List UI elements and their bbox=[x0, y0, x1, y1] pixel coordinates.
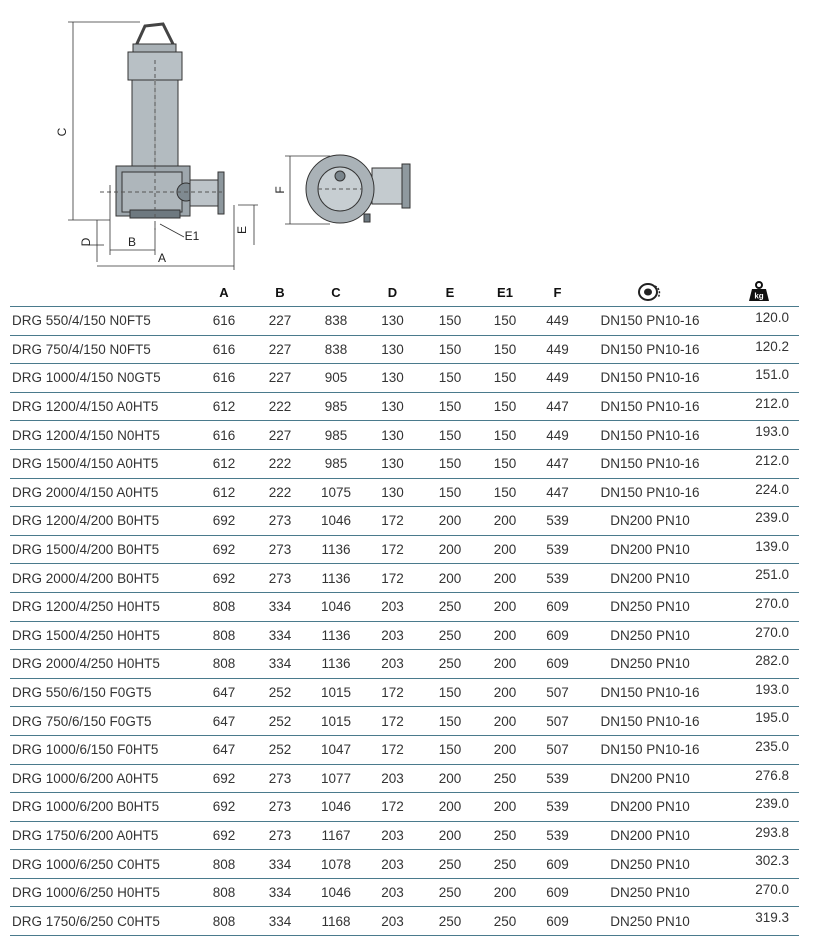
table-row bbox=[10, 449, 799, 478]
cell-f: 539 bbox=[534, 793, 581, 822]
cell-weight: 270.0 bbox=[719, 878, 799, 907]
cell-b: 227 bbox=[249, 307, 311, 336]
cell-e1: 200 bbox=[476, 793, 534, 822]
cell-a: 612 bbox=[199, 478, 249, 507]
cell-a: 647 bbox=[199, 678, 249, 707]
dimension-label-d: D bbox=[79, 237, 93, 247]
cell-a: 692 bbox=[199, 507, 249, 536]
cell-model: DRG 1000/6/200 A0HT5 bbox=[10, 764, 199, 793]
cell-e1: 200 bbox=[476, 735, 534, 764]
cell-f: 539 bbox=[534, 564, 581, 593]
table-row bbox=[10, 478, 799, 507]
cell-weight: 212.0 bbox=[719, 392, 799, 421]
cell-model: DRG 2000/4/250 H0HT5 bbox=[10, 650, 199, 679]
cell-flange: DN250 PN10 bbox=[581, 878, 719, 907]
cell-weight: 120.0 bbox=[719, 307, 799, 336]
cell-flange: DN150 PN10-16 bbox=[581, 364, 719, 393]
cell-a: 692 bbox=[199, 821, 249, 850]
pump-spec-table bbox=[10, 278, 799, 936]
cell-e1: 200 bbox=[476, 678, 534, 707]
cell-e1: 150 bbox=[476, 364, 534, 393]
cell-model: DRG 1200/4/200 B0HT5 bbox=[10, 507, 199, 536]
cell-weight: 282.0 bbox=[719, 650, 799, 679]
header-model bbox=[10, 278, 199, 307]
dimension-label-a: A bbox=[157, 251, 167, 265]
cell-f: 447 bbox=[534, 478, 581, 507]
cell-e1: 150 bbox=[476, 307, 534, 336]
cell-e1: 150 bbox=[476, 421, 534, 450]
cell-c: 1136 bbox=[311, 621, 361, 650]
cell-a: 808 bbox=[199, 621, 249, 650]
cell-d: 130 bbox=[361, 307, 424, 336]
cell-e: 150 bbox=[424, 335, 476, 364]
cell-flange: DN150 PN10-16 bbox=[581, 449, 719, 478]
cell-d: 203 bbox=[361, 592, 424, 621]
cell-a: 808 bbox=[199, 907, 249, 936]
cell-c: 1077 bbox=[311, 764, 361, 793]
cell-weight: 319.3 bbox=[719, 907, 799, 936]
header-c: C bbox=[331, 284, 341, 300]
cell-model: DRG 1500/4/150 A0HT5 bbox=[10, 449, 199, 478]
cell-d: 203 bbox=[361, 907, 424, 936]
table-row bbox=[10, 678, 799, 707]
cell-c: 1168 bbox=[311, 907, 361, 936]
cell-a: 616 bbox=[199, 307, 249, 336]
cell-weight: 120.2 bbox=[719, 335, 799, 364]
cell-model: DRG 2000/4/150 A0HT5 bbox=[10, 478, 199, 507]
cell-model: DRG 1000/6/200 B0HT5 bbox=[10, 793, 199, 822]
table-header-row bbox=[10, 278, 799, 307]
cell-c: 1136 bbox=[311, 535, 361, 564]
cell-d: 203 bbox=[361, 764, 424, 793]
pump-dimension-drawing bbox=[0, 0, 831, 278]
cell-b: 252 bbox=[249, 678, 311, 707]
cell-e: 150 bbox=[424, 678, 476, 707]
cell-c: 838 bbox=[311, 307, 361, 336]
cell-flange: DN200 PN10 bbox=[581, 535, 719, 564]
cell-weight: 251.0 bbox=[719, 564, 799, 593]
cell-e: 150 bbox=[424, 478, 476, 507]
table-row bbox=[10, 850, 799, 879]
cell-e1: 150 bbox=[476, 392, 534, 421]
table-row bbox=[10, 650, 799, 679]
cell-f: 539 bbox=[534, 507, 581, 536]
cell-a: 616 bbox=[199, 421, 249, 450]
cell-e1: 200 bbox=[476, 507, 534, 536]
cell-b: 227 bbox=[249, 421, 311, 450]
cell-b: 227 bbox=[249, 364, 311, 393]
cell-model: DRG 750/4/150 N0FT5 bbox=[10, 335, 199, 364]
cell-e1: 200 bbox=[476, 535, 534, 564]
cell-flange: DN200 PN10 bbox=[581, 564, 719, 593]
table-row bbox=[10, 421, 799, 450]
table-row bbox=[10, 592, 799, 621]
cell-b: 273 bbox=[249, 535, 311, 564]
cell-c: 985 bbox=[311, 449, 361, 478]
table-row bbox=[10, 335, 799, 364]
cell-weight: 302.3 bbox=[719, 850, 799, 879]
cell-b: 252 bbox=[249, 735, 311, 764]
cell-f: 447 bbox=[534, 392, 581, 421]
cell-d: 130 bbox=[361, 478, 424, 507]
cell-e: 200 bbox=[424, 535, 476, 564]
cell-flange: DN250 PN10 bbox=[581, 650, 719, 679]
cell-model: DRG 1200/4/250 H0HT5 bbox=[10, 592, 199, 621]
cell-model: DRG 1500/4/250 H0HT5 bbox=[10, 621, 199, 650]
cell-e: 200 bbox=[424, 507, 476, 536]
table-row bbox=[10, 793, 799, 822]
cell-e: 200 bbox=[424, 821, 476, 850]
cell-e: 200 bbox=[424, 564, 476, 593]
cell-model: DRG 550/4/150 N0FT5 bbox=[10, 307, 199, 336]
cell-e1: 150 bbox=[476, 478, 534, 507]
cell-model: DRG 550/6/150 F0GT5 bbox=[10, 678, 199, 707]
cell-c: 1047 bbox=[311, 735, 361, 764]
cell-weight: 239.0 bbox=[719, 507, 799, 536]
table-row bbox=[10, 364, 799, 393]
cell-d: 203 bbox=[361, 650, 424, 679]
cell-b: 334 bbox=[249, 907, 311, 936]
flange-icon bbox=[581, 278, 719, 307]
cell-e: 250 bbox=[424, 650, 476, 679]
cell-model: DRG 1750/6/200 A0HT5 bbox=[10, 821, 199, 850]
cell-flange: DN150 PN10-16 bbox=[581, 307, 719, 336]
cell-e: 150 bbox=[424, 707, 476, 736]
table-row bbox=[10, 307, 799, 336]
cell-e1: 200 bbox=[476, 650, 534, 679]
table-row bbox=[10, 735, 799, 764]
cell-f: 609 bbox=[534, 592, 581, 621]
cell-c: 1046 bbox=[311, 878, 361, 907]
cell-a: 692 bbox=[199, 564, 249, 593]
cell-e1: 200 bbox=[476, 592, 534, 621]
cell-e1: 200 bbox=[476, 564, 534, 593]
cell-flange: DN150 PN10-16 bbox=[581, 392, 719, 421]
cell-flange: DN200 PN10 bbox=[581, 507, 719, 536]
cell-f: 447 bbox=[534, 449, 581, 478]
cell-a: 808 bbox=[199, 850, 249, 879]
cell-d: 130 bbox=[361, 421, 424, 450]
cell-d: 172 bbox=[361, 735, 424, 764]
cell-weight: 270.0 bbox=[719, 621, 799, 650]
cell-b: 334 bbox=[249, 878, 311, 907]
cell-weight: 239.0 bbox=[719, 793, 799, 822]
cell-e1: 200 bbox=[476, 707, 534, 736]
cell-weight: 193.0 bbox=[719, 421, 799, 450]
cell-d: 130 bbox=[361, 335, 424, 364]
cell-f: 449 bbox=[534, 335, 581, 364]
cell-flange: DN150 PN10-16 bbox=[581, 735, 719, 764]
cell-flange: DN200 PN10 bbox=[581, 821, 719, 850]
cell-model: DRG 2000/4/200 B0HT5 bbox=[10, 564, 199, 593]
cell-c: 1078 bbox=[311, 850, 361, 879]
cell-flange: DN200 PN10 bbox=[581, 764, 719, 793]
cell-flange: DN200 PN10 bbox=[581, 793, 719, 822]
cell-model: DRG 1000/6/150 F0HT5 bbox=[10, 735, 199, 764]
cell-weight: 293.8 bbox=[719, 821, 799, 850]
cell-e: 250 bbox=[424, 878, 476, 907]
cell-b: 273 bbox=[249, 793, 311, 822]
cell-d: 172 bbox=[361, 564, 424, 593]
cell-model: DRG 1200/4/150 N0HT5 bbox=[10, 421, 199, 450]
cell-e: 150 bbox=[424, 449, 476, 478]
cell-f: 609 bbox=[534, 907, 581, 936]
cell-b: 334 bbox=[249, 850, 311, 879]
cell-c: 838 bbox=[311, 335, 361, 364]
cell-flange: DN250 PN10 bbox=[581, 850, 719, 879]
cell-c: 905 bbox=[311, 364, 361, 393]
header-d: D bbox=[387, 284, 398, 300]
cell-weight: 276.8 bbox=[719, 764, 799, 793]
cell-model: DRG 1500/4/200 B0HT5 bbox=[10, 535, 199, 564]
cell-weight: 195.0 bbox=[719, 707, 799, 736]
header-f: F bbox=[553, 284, 562, 300]
cell-c: 1015 bbox=[311, 707, 361, 736]
cell-b: 222 bbox=[249, 449, 311, 478]
cell-e: 250 bbox=[424, 621, 476, 650]
header-e1: E1 bbox=[497, 284, 513, 300]
cell-c: 1046 bbox=[311, 793, 361, 822]
header-a: A bbox=[219, 284, 229, 300]
cell-c: 1136 bbox=[311, 650, 361, 679]
cell-c: 1046 bbox=[311, 507, 361, 536]
cell-model: DRG 1200/4/150 A0HT5 bbox=[10, 392, 199, 421]
cell-weight: 235.0 bbox=[719, 735, 799, 764]
cell-c: 985 bbox=[311, 392, 361, 421]
cell-e1: 250 bbox=[476, 850, 534, 879]
cell-b: 334 bbox=[249, 621, 311, 650]
cell-f: 609 bbox=[534, 878, 581, 907]
cell-model: DRG 1000/4/150 N0GT5 bbox=[10, 364, 199, 393]
cell-d: 172 bbox=[361, 707, 424, 736]
cell-d: 172 bbox=[361, 535, 424, 564]
cell-d: 130 bbox=[361, 449, 424, 478]
cell-flange: DN250 PN10 bbox=[581, 592, 719, 621]
table-row bbox=[10, 907, 799, 936]
cell-c: 1167 bbox=[311, 821, 361, 850]
cell-a: 808 bbox=[199, 878, 249, 907]
cell-f: 609 bbox=[534, 850, 581, 879]
cell-e: 150 bbox=[424, 735, 476, 764]
cell-e: 150 bbox=[424, 307, 476, 336]
cell-b: 334 bbox=[249, 650, 311, 679]
weight-kg-icon bbox=[719, 278, 799, 307]
cell-flange: DN250 PN10 bbox=[581, 907, 719, 936]
table-row bbox=[10, 821, 799, 850]
cell-c: 1015 bbox=[311, 678, 361, 707]
cell-e1: 150 bbox=[476, 335, 534, 364]
table-row bbox=[10, 564, 799, 593]
dimension-label-b: B bbox=[127, 235, 137, 249]
cell-e1: 250 bbox=[476, 821, 534, 850]
cell-d: 203 bbox=[361, 878, 424, 907]
cell-a: 647 bbox=[199, 707, 249, 736]
cell-weight: 270.0 bbox=[719, 592, 799, 621]
cell-a: 692 bbox=[199, 793, 249, 822]
cell-e: 200 bbox=[424, 793, 476, 822]
cell-weight: 151.0 bbox=[719, 364, 799, 393]
cell-b: 273 bbox=[249, 821, 311, 850]
table-row bbox=[10, 507, 799, 536]
cell-e: 200 bbox=[424, 764, 476, 793]
cell-a: 692 bbox=[199, 535, 249, 564]
cell-f: 449 bbox=[534, 364, 581, 393]
table-row bbox=[10, 621, 799, 650]
cell-weight: 139.0 bbox=[719, 535, 799, 564]
cell-a: 612 bbox=[199, 392, 249, 421]
cell-a: 808 bbox=[199, 592, 249, 621]
cell-model: DRG 1000/6/250 H0HT5 bbox=[10, 878, 199, 907]
cell-d: 203 bbox=[361, 621, 424, 650]
cell-f: 449 bbox=[534, 421, 581, 450]
cell-flange: DN150 PN10-16 bbox=[581, 421, 719, 450]
cell-e: 250 bbox=[424, 850, 476, 879]
cell-weight: 224.0 bbox=[719, 478, 799, 507]
cell-f: 539 bbox=[534, 821, 581, 850]
dimension-label-f: F bbox=[273, 186, 287, 194]
cell-d: 172 bbox=[361, 678, 424, 707]
pump-side-view bbox=[100, 24, 224, 230]
cell-e1: 250 bbox=[476, 764, 534, 793]
table-row bbox=[10, 878, 799, 907]
cell-e: 150 bbox=[424, 421, 476, 450]
cell-f: 539 bbox=[534, 764, 581, 793]
cell-flange: DN250 PN10 bbox=[581, 621, 719, 650]
cell-f: 449 bbox=[534, 307, 581, 336]
cell-b: 252 bbox=[249, 707, 311, 736]
cell-b: 273 bbox=[249, 507, 311, 536]
svg-text:kg: kg bbox=[754, 291, 764, 301]
cell-f: 507 bbox=[534, 678, 581, 707]
pump-top-view bbox=[306, 155, 410, 223]
header-b: B bbox=[275, 284, 285, 300]
cell-f: 539 bbox=[534, 535, 581, 564]
cell-e: 250 bbox=[424, 592, 476, 621]
cell-f: 609 bbox=[534, 621, 581, 650]
cell-b: 273 bbox=[249, 764, 311, 793]
cell-e: 250 bbox=[424, 907, 476, 936]
cell-f: 609 bbox=[534, 650, 581, 679]
cell-e1: 200 bbox=[476, 621, 534, 650]
cell-e: 150 bbox=[424, 392, 476, 421]
cell-a: 808 bbox=[199, 650, 249, 679]
cell-f: 507 bbox=[534, 735, 581, 764]
cell-c: 985 bbox=[311, 421, 361, 450]
table-row bbox=[10, 707, 799, 736]
table-row bbox=[10, 392, 799, 421]
cell-b: 273 bbox=[249, 564, 311, 593]
header-e: E bbox=[445, 284, 455, 300]
cell-b: 222 bbox=[249, 478, 311, 507]
cell-flange: DN150 PN10-16 bbox=[581, 335, 719, 364]
cell-c: 1046 bbox=[311, 592, 361, 621]
cell-d: 203 bbox=[361, 850, 424, 879]
cell-d: 172 bbox=[361, 507, 424, 536]
cell-e1: 250 bbox=[476, 907, 534, 936]
cell-a: 616 bbox=[199, 335, 249, 364]
dimension-label-c: C bbox=[55, 127, 69, 137]
cell-e1: 200 bbox=[476, 878, 534, 907]
cell-b: 222 bbox=[249, 392, 311, 421]
cell-d: 130 bbox=[361, 392, 424, 421]
cell-a: 647 bbox=[199, 735, 249, 764]
cell-d: 130 bbox=[361, 364, 424, 393]
dimension-label-e1: E1 bbox=[184, 229, 200, 243]
cell-model: DRG 750/6/150 F0GT5 bbox=[10, 707, 199, 736]
cell-c: 1075 bbox=[311, 478, 361, 507]
cell-d: 203 bbox=[361, 821, 424, 850]
dimension-label-e: E bbox=[235, 225, 249, 235]
cell-b: 334 bbox=[249, 592, 311, 621]
cell-model: DRG 1000/6/250 C0HT5 bbox=[10, 850, 199, 879]
table-row bbox=[10, 535, 799, 564]
cell-flange: DN150 PN10-16 bbox=[581, 678, 719, 707]
cell-a: 612 bbox=[199, 449, 249, 478]
cell-weight: 212.0 bbox=[719, 449, 799, 478]
cell-weight: 193.0 bbox=[719, 678, 799, 707]
cell-a: 692 bbox=[199, 764, 249, 793]
cell-e: 150 bbox=[424, 364, 476, 393]
cell-model: DRG 1750/6/250 C0HT5 bbox=[10, 907, 199, 936]
cell-b: 227 bbox=[249, 335, 311, 364]
cell-a: 616 bbox=[199, 364, 249, 393]
table-row bbox=[10, 764, 799, 793]
cell-flange: DN150 PN10-16 bbox=[581, 707, 719, 736]
cell-flange: DN150 PN10-16 bbox=[581, 478, 719, 507]
cell-c: 1136 bbox=[311, 564, 361, 593]
cell-d: 172 bbox=[361, 793, 424, 822]
cell-e1: 150 bbox=[476, 449, 534, 478]
cell-f: 507 bbox=[534, 707, 581, 736]
